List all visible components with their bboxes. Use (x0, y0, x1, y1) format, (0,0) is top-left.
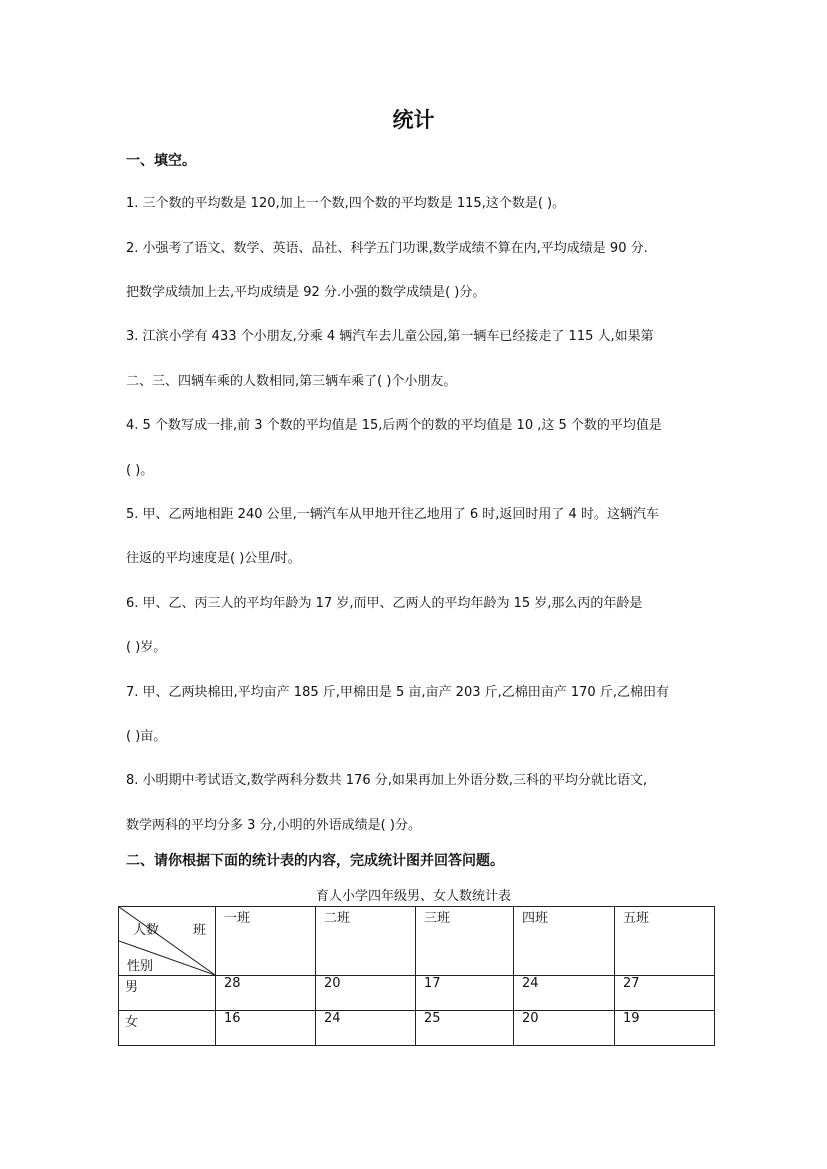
table-cell: 17 (416, 976, 514, 1011)
question-line: 数学两科的平均分多 3 分,小明的外语成绩是( )分。 (126, 818, 421, 833)
table-row (119, 976, 715, 1011)
table-cell: 24 (514, 976, 615, 1011)
column-header: 三班 (416, 907, 514, 976)
table-cell: 20 (514, 1011, 615, 1046)
table-cell: 19 (615, 1011, 715, 1046)
corner-label-count: 人数 (133, 923, 160, 938)
row-label: 男 (119, 976, 216, 1011)
column-header: 一班 (216, 907, 316, 976)
table-cell: 28 (216, 976, 316, 1011)
question-line: 2. 小强考了语文、数学、英语、品社、科学五门功课,数学成绩不算在内,平均成绩是 90 分. (126, 241, 648, 256)
statistics-table (118, 906, 715, 1046)
question-line: 8. 小明期中考试语文,数学两科分数共 176 分,如果再加上外语分数,三科的平均分就比语文, (126, 773, 648, 788)
table-cell: 24 (316, 1011, 416, 1046)
question-line: 二、三、四辆车乘的人数相同,第三辆车乘了( )个小朋友。 (126, 374, 457, 389)
question-line: 7. 甲、乙两块棉田,平均亩产 185 斤,甲棉田是 5 亩,亩产 203 斤,乙棉田亩产 170 斤,乙棉田有 (126, 685, 669, 700)
table-caption: 育人小学四年级男、女人数统计表 (315, 889, 511, 904)
question-line: 1. 三个数的平均数是 120,加上一个数,四个数的平均数是 115,这个数是( )。 (126, 196, 566, 211)
column-header: 五班 (615, 907, 715, 976)
column-header: 四班 (514, 907, 615, 976)
table-cell: 25 (416, 1011, 514, 1046)
table-row (119, 1011, 715, 1046)
question-line: 3. 江滨小学有 433 个小朋友,分乘 4 辆汽车去儿童公园,第一辆车已经接走了 115 人,如果第 (126, 329, 654, 344)
column-header: 二班 (316, 907, 416, 976)
question-line: 4. 5 个数写成一排,前 3 个数的平均值是 15,后两个的数的平均值是 10 ,这 5 个数的平均值是 (126, 418, 662, 433)
row-label: 女 (119, 1011, 216, 1046)
question-line: ( )。 (126, 463, 154, 478)
question-line: ( )岁。 (126, 640, 167, 655)
corner-label-class: 班 (193, 923, 207, 938)
page-title: 统计 (392, 107, 435, 132)
question-line: 把数学成绩加上去,平均成绩是 92 分.小强的数学成绩是( )分。 (126, 285, 486, 300)
section-heading-fill-blank: 一、填空。 (126, 153, 196, 169)
table-cell: 20 (316, 976, 416, 1011)
diagonal-header-cell (119, 907, 216, 976)
table-cell: 16 (216, 1011, 316, 1046)
question-line: 往返的平均速度是( )公里/时。 (126, 551, 301, 566)
section-heading-table: 二、请你根据下面的统计表的内容，完成统计图并回答问题。 (126, 853, 504, 869)
table-header-row (119, 907, 715, 976)
table-cell: 27 (615, 976, 715, 1011)
question-line: 6. 甲、乙、丙三人的平均年龄为 17 岁,而甲、乙两人的平均年龄为 15 岁,那么丙的年龄是 (126, 596, 643, 611)
question-line: ( )亩。 (126, 729, 167, 744)
corner-label-gender: 性别 (127, 959, 154, 974)
question-line: 5. 甲、乙两地相距 240 公里,一辆汽车从甲地开往乙地用了 6 时,返回时用了 4 时。这辆汽车 (126, 507, 659, 522)
